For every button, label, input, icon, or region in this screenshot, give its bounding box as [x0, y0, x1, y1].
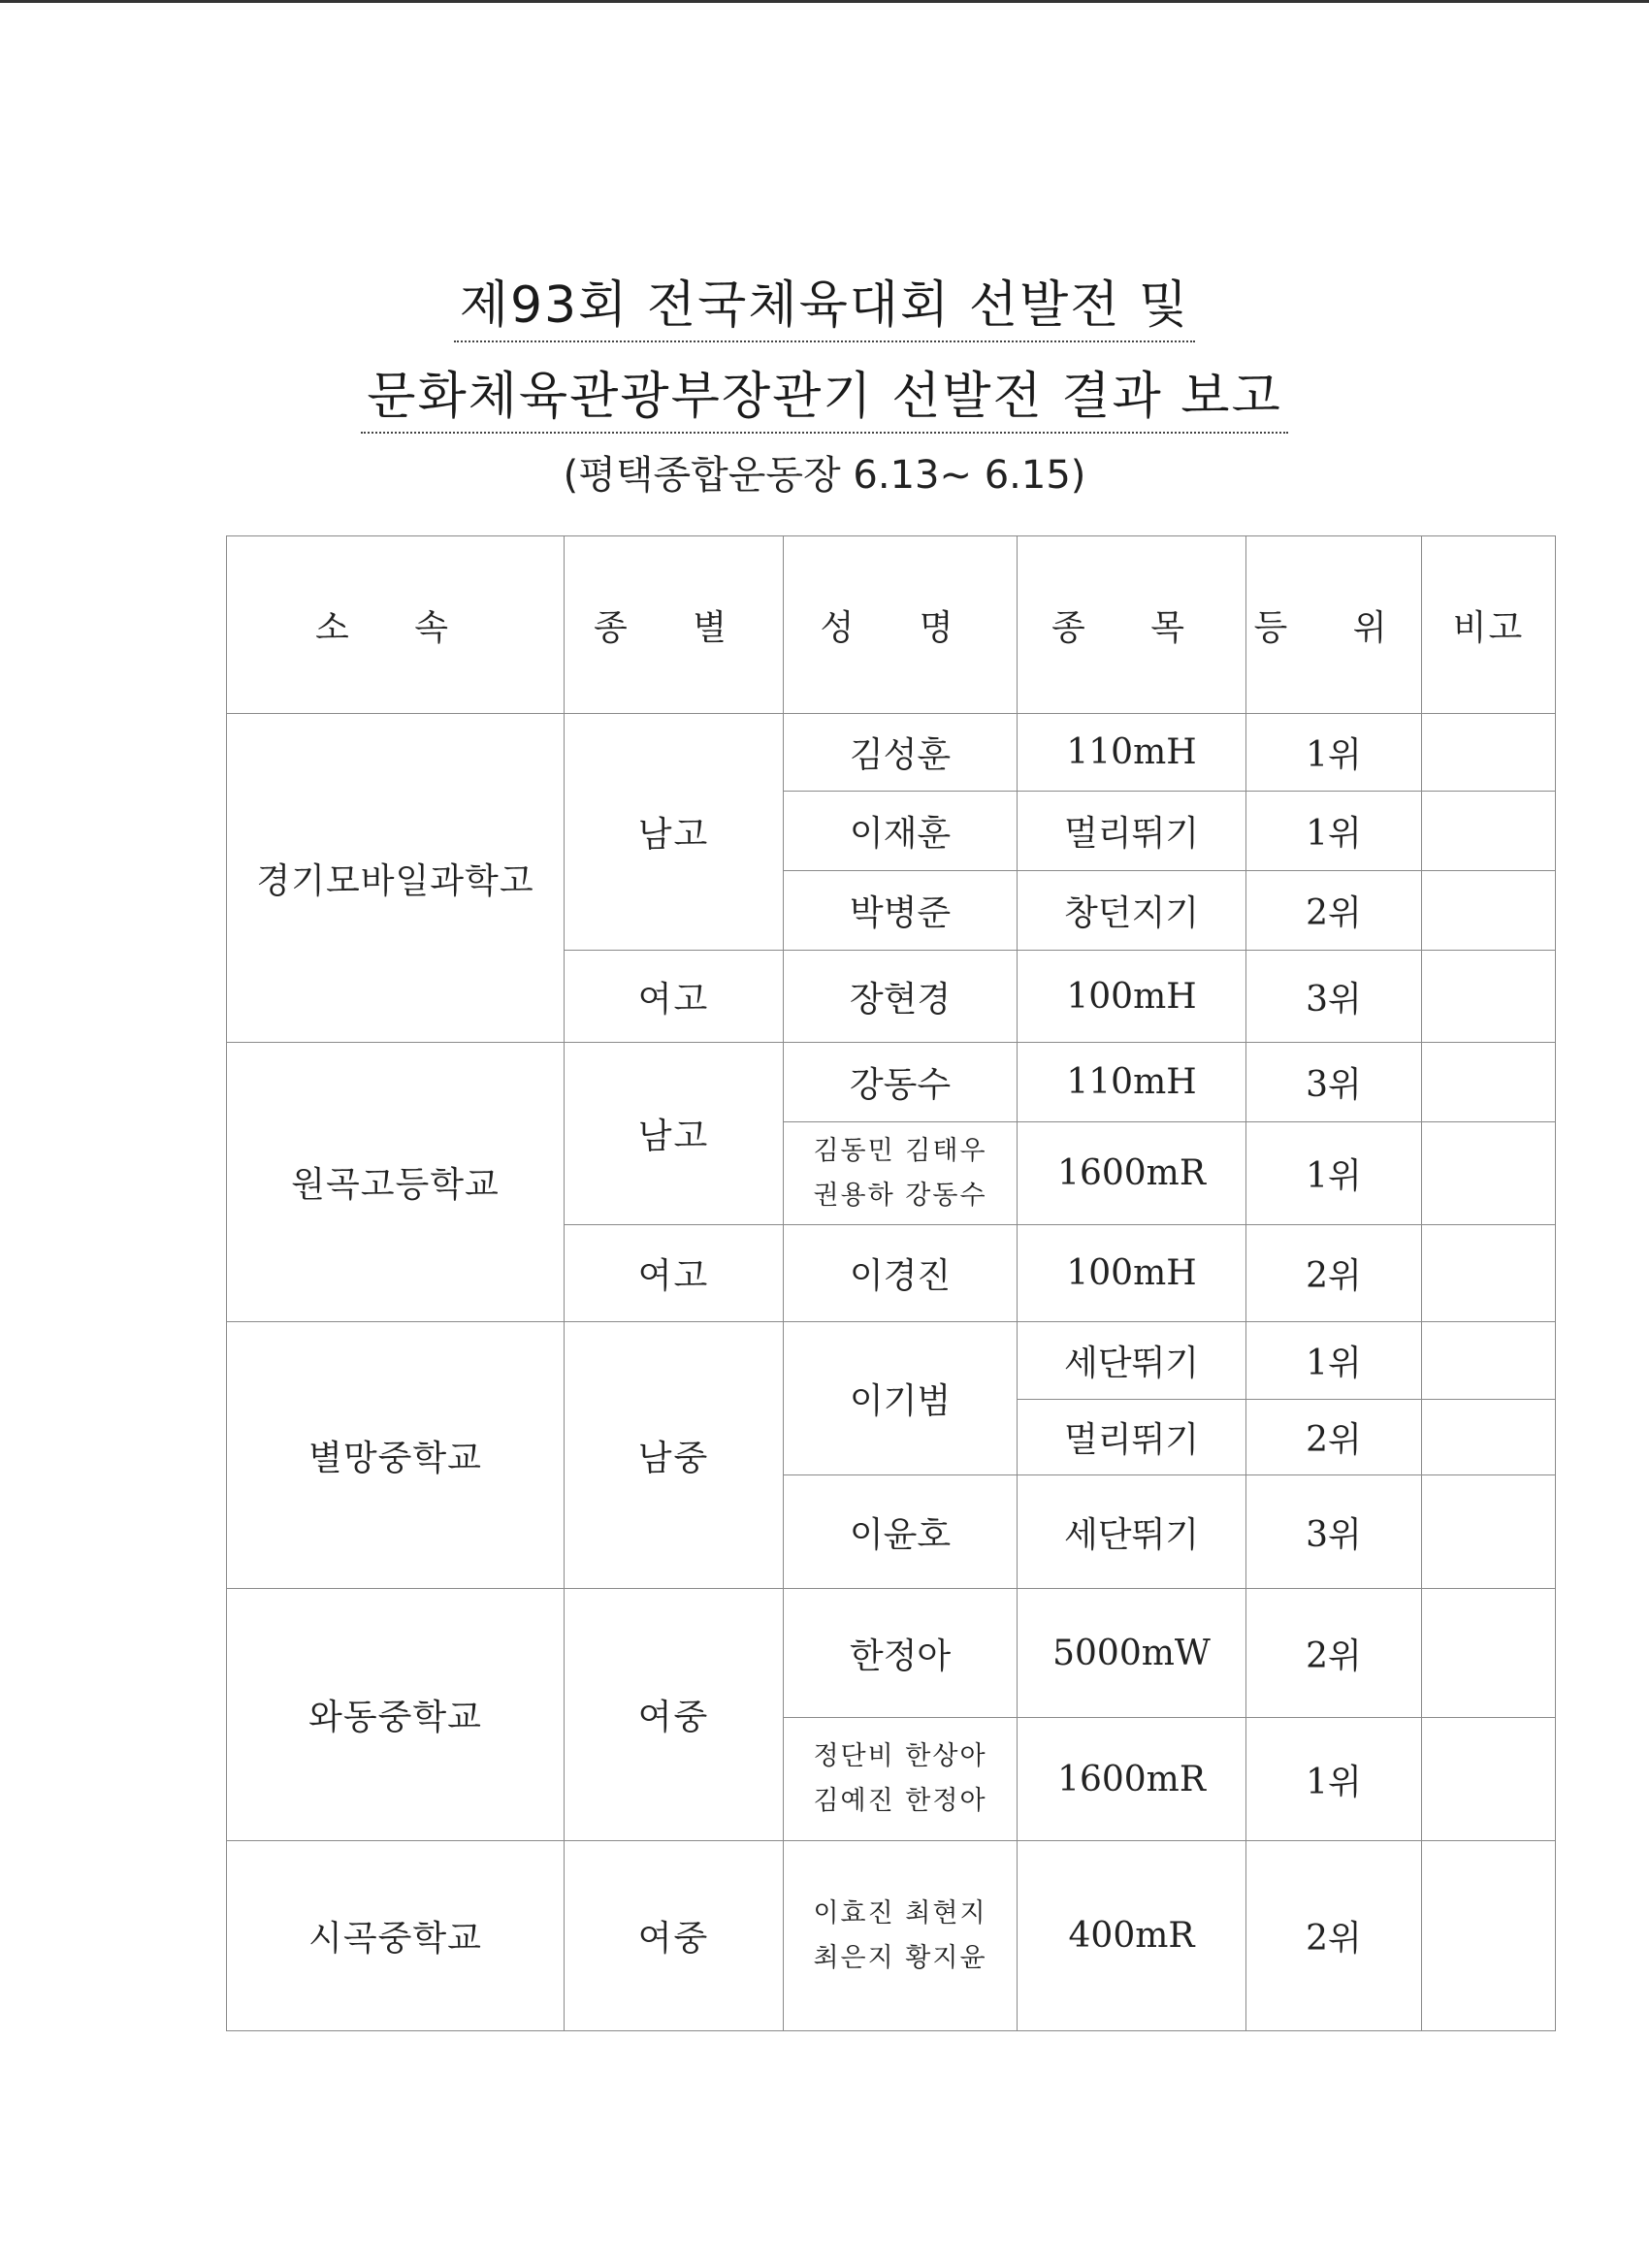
school-name: 와동중학교	[227, 1589, 565, 1841]
rank-cell: 1위	[1246, 792, 1422, 871]
event-cell: 1600mR	[1018, 1122, 1246, 1225]
header-note: 비고	[1422, 536, 1556, 714]
event-cell: 멀리뛰기	[1018, 1400, 1246, 1475]
relay-team-names	[784, 1718, 1018, 1841]
event-cell: 세단뛰기	[1018, 1322, 1246, 1400]
event-cell: 100mH	[1018, 1225, 1246, 1322]
note-cell	[1422, 792, 1556, 871]
table-row	[227, 1322, 1556, 1400]
event-cell: 400mR	[1018, 1841, 1246, 2031]
category-cell: 남고	[565, 1043, 784, 1225]
header-row	[227, 536, 1556, 714]
note-cell	[1422, 871, 1556, 951]
rank-cell: 3위	[1246, 1475, 1422, 1589]
rank-cell: 1위	[1246, 1322, 1422, 1400]
note-cell	[1422, 1043, 1556, 1122]
rank-cell: 1위	[1246, 714, 1422, 792]
event-cell: 창던지기	[1018, 871, 1246, 951]
event-cell: 110mH	[1018, 1043, 1246, 1122]
relay-team-names	[784, 1122, 1018, 1225]
note-cell	[1422, 1122, 1556, 1225]
rank-cell: 3위	[1246, 951, 1422, 1043]
rank-cell: 2위	[1246, 1589, 1422, 1718]
athlete-name: 장현경	[784, 951, 1018, 1043]
note-cell	[1422, 714, 1556, 792]
table-row	[227, 1043, 1556, 1122]
relay-names-line1: 이효진 최현지	[813, 1897, 987, 1928]
table-row	[227, 714, 1556, 792]
note-cell	[1422, 1322, 1556, 1400]
header-name: 성 명	[784, 536, 1018, 714]
relay-names-line2: 권용하 강동수	[813, 1180, 987, 1211]
athlete-name: 이윤호	[784, 1475, 1018, 1589]
school-name: 별망중학교	[227, 1322, 565, 1589]
rank-cell: 2위	[1246, 871, 1422, 951]
category-cell: 여중	[565, 1841, 784, 2031]
athlete-name: 이기범	[784, 1322, 1018, 1475]
rank-cell: 3위	[1246, 1043, 1422, 1122]
athlete-name: 김성훈	[784, 714, 1018, 792]
athlete-name: 한정아	[784, 1589, 1018, 1718]
relay-names-line1: 정단비 한상아	[813, 1741, 987, 1771]
event-cell: 1600mR	[1018, 1718, 1246, 1841]
category-cell: 여고	[565, 1225, 784, 1322]
school-name: 원곡고등학교	[227, 1043, 565, 1322]
relay-names-line1: 김동민 김태우	[813, 1135, 987, 1166]
school-name: 시곡중학교	[227, 1841, 565, 2031]
event-cell: 세단뛰기	[1018, 1475, 1246, 1589]
athlete-name: 이재훈	[784, 792, 1018, 871]
note-cell	[1422, 1841, 1556, 2031]
relay-names-line2: 최은지 황지윤	[813, 1942, 987, 1973]
table-row	[227, 1589, 1556, 1718]
report-title-line1: 제93회 전국체육대회 선발전 및	[0, 264, 1649, 342]
note-cell	[1422, 1225, 1556, 1322]
event-cell: 5000mW	[1018, 1589, 1246, 1718]
note-cell	[1422, 1475, 1556, 1589]
header-event: 종 목	[1018, 536, 1246, 714]
category-cell: 여중	[565, 1589, 784, 1841]
category-cell: 여고	[565, 951, 784, 1043]
athlete-name: 박병준	[784, 871, 1018, 951]
athlete-name: 강동수	[784, 1043, 1018, 1122]
rank-cell: 2위	[1246, 1225, 1422, 1322]
rank-cell: 2위	[1246, 1400, 1422, 1475]
category-cell: 남중	[565, 1322, 784, 1589]
relay-team-names	[784, 1841, 1018, 2031]
event-cell: 멀리뛰기	[1018, 792, 1246, 871]
note-cell	[1422, 951, 1556, 1043]
event-cell: 100mH	[1018, 951, 1246, 1043]
header-affiliation: 소 속	[227, 536, 565, 714]
scan-edge	[0, 0, 1649, 3]
category-cell: 남고	[565, 714, 784, 951]
venue-dates: (평택종합운동장 6.13∼ 6.15)	[563, 453, 1086, 498]
header-category: 종 별	[565, 536, 784, 714]
report-title-line2: 문화체육관광부장관기 선발전 결과 보고	[0, 355, 1649, 434]
relay-names-line2: 김예진 한정아	[813, 1786, 987, 1816]
athlete-name: 이경진	[784, 1225, 1018, 1322]
note-cell	[1422, 1718, 1556, 1841]
rank-cell: 1위	[1246, 1122, 1422, 1225]
rank-cell: 1위	[1246, 1718, 1422, 1841]
school-name: 경기모바일과학고	[227, 714, 565, 1043]
rank-cell: 2위	[1246, 1841, 1422, 2031]
note-cell	[1422, 1400, 1556, 1475]
event-cell: 110mH	[1018, 714, 1246, 792]
header-rank: 등 위	[1246, 536, 1422, 714]
results-table	[226, 535, 1556, 2031]
note-cell	[1422, 1589, 1556, 1718]
table-row	[227, 1841, 1556, 2031]
